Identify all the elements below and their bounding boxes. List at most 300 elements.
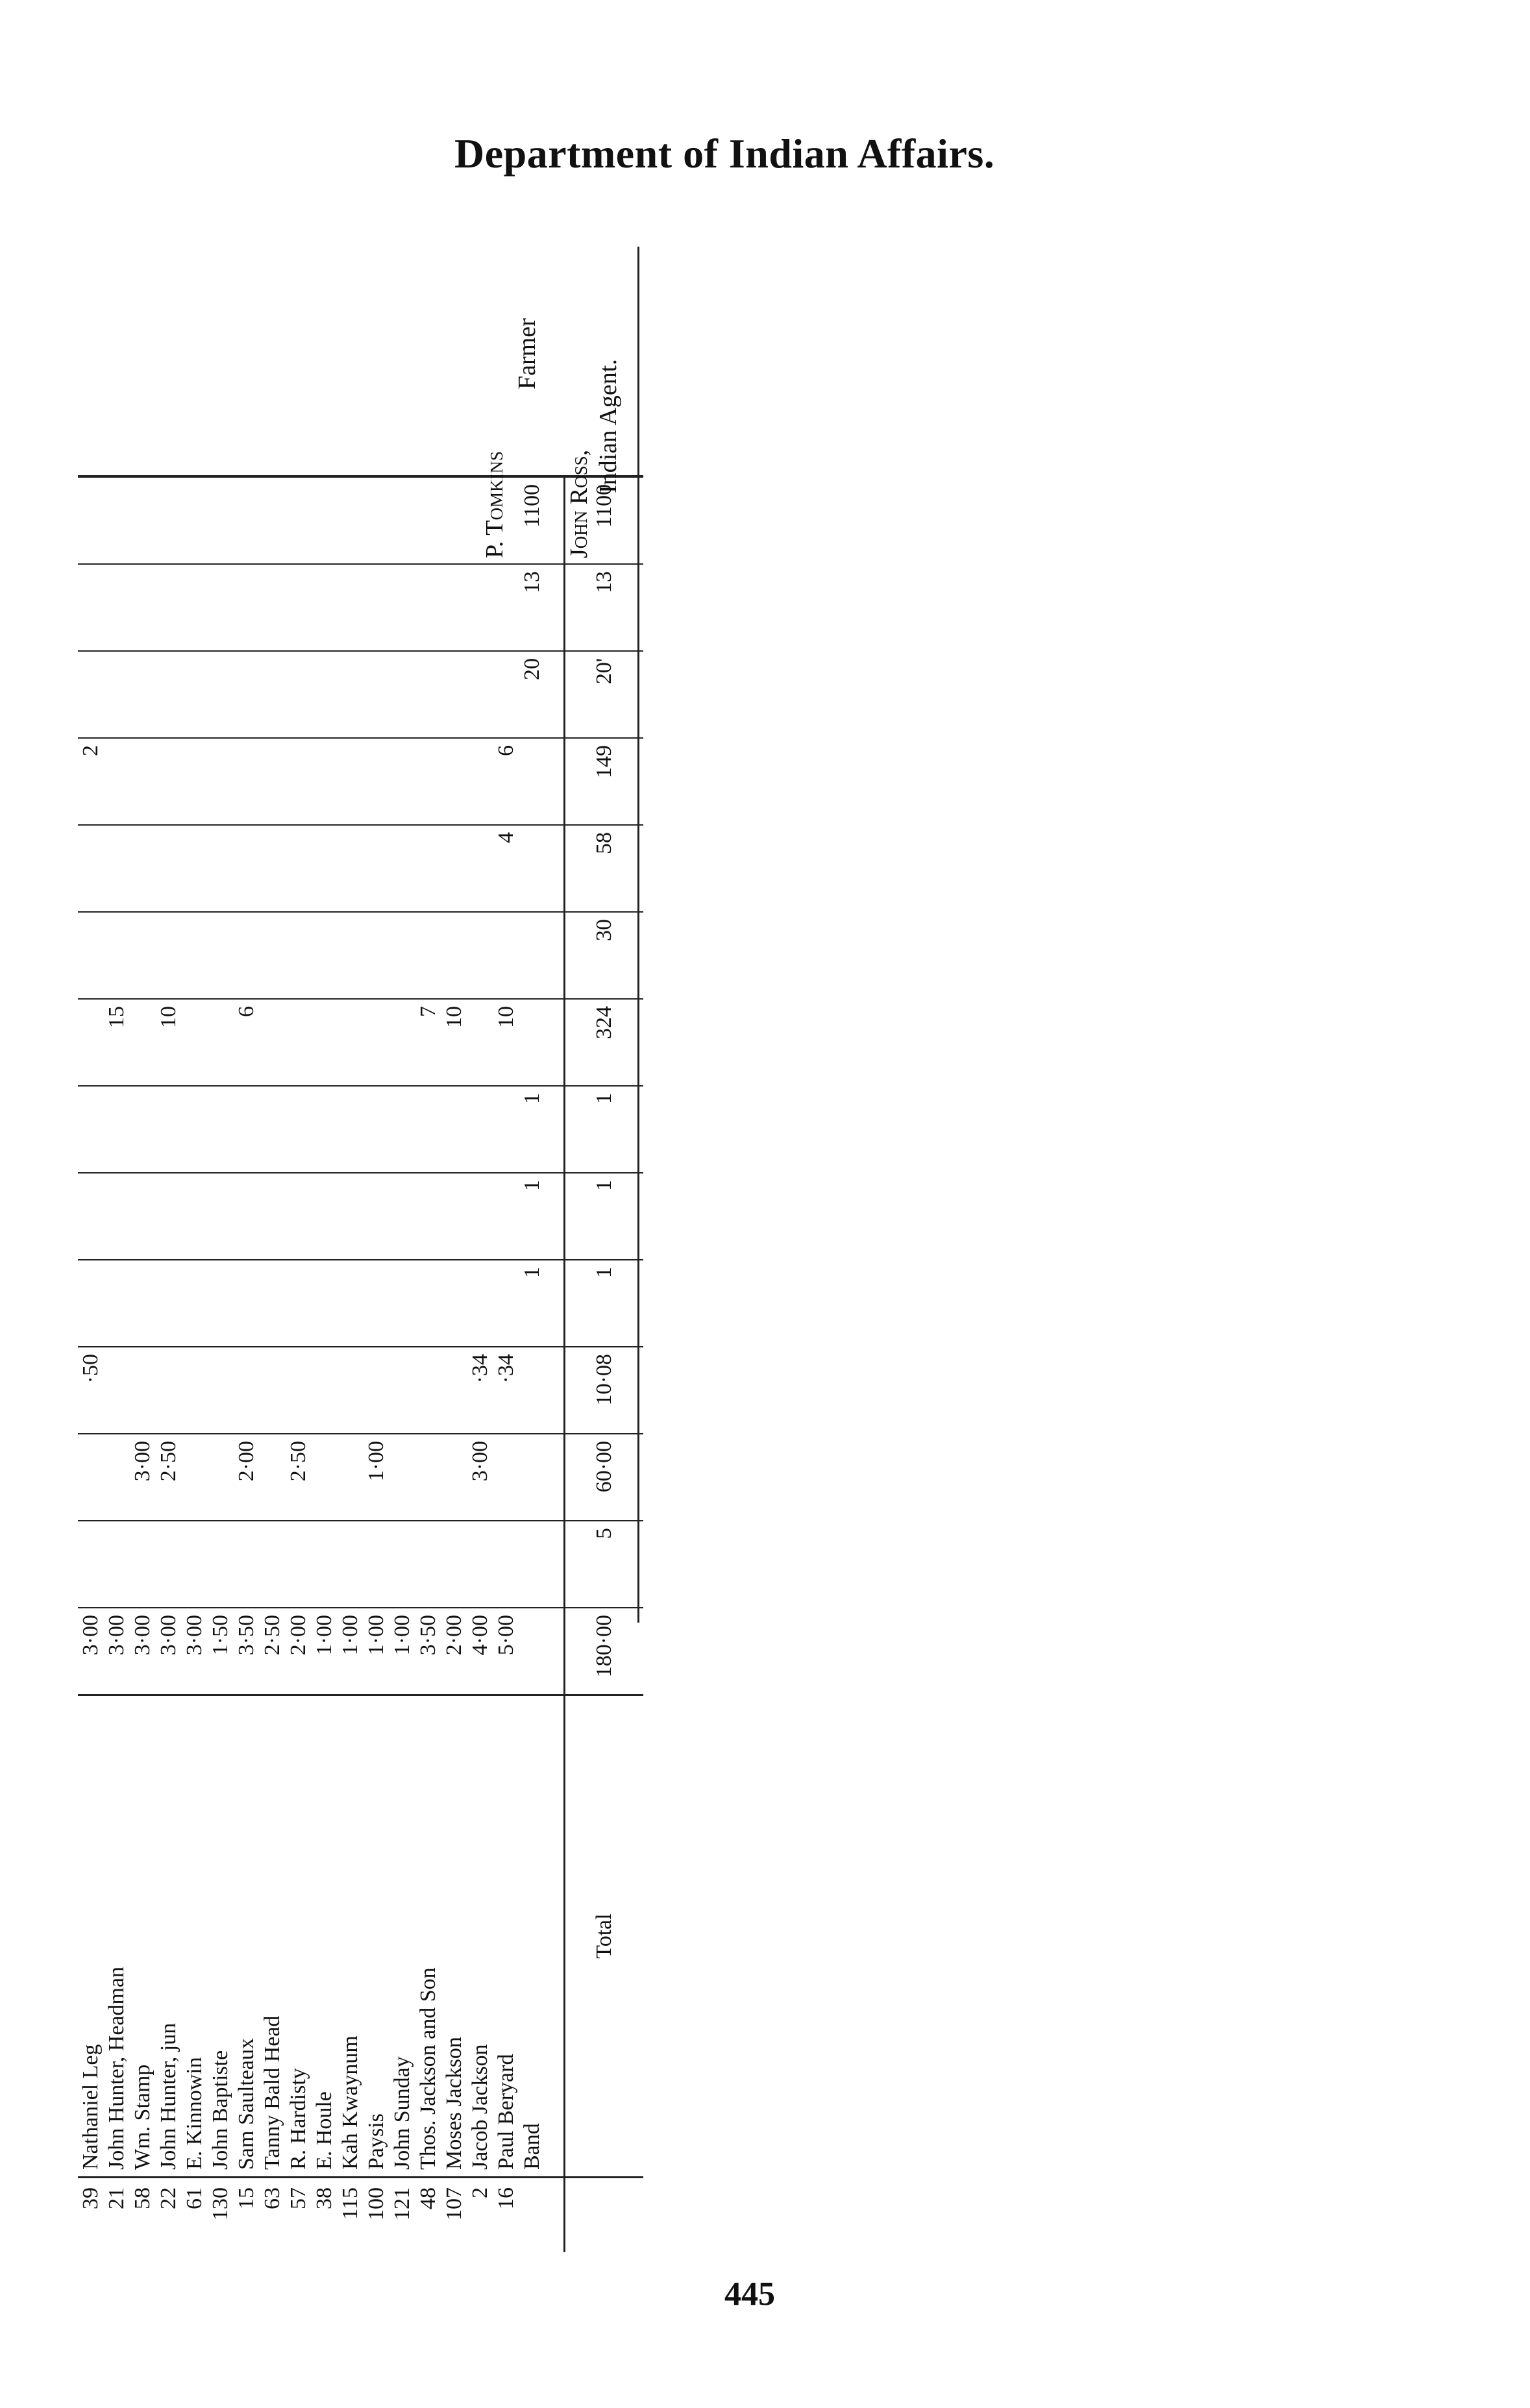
row-number: 48 — [416, 2187, 440, 2209]
row-cell-c14 — [208, 476, 234, 564]
row-cell-c13 — [130, 564, 156, 651]
row-cell-c5 — [364, 1260, 389, 1347]
row-cell-c12 — [441, 651, 467, 738]
row-cell-c4 — [338, 1347, 364, 1434]
row-cell-c11 — [364, 738, 389, 825]
row-cell-c12 — [156, 651, 182, 738]
row-number: 38 — [312, 2187, 336, 2209]
row-cell-c2 — [182, 1521, 208, 1608]
table-row — [104, 476, 130, 2252]
row-cell-c5 — [234, 1260, 260, 1347]
row-number: 107 — [442, 2187, 466, 2220]
row-cell-c10 — [156, 825, 182, 912]
row-cell-c14 — [286, 476, 312, 564]
row-cell-c13 — [493, 564, 519, 651]
spacer-cell — [545, 999, 565, 1086]
row-name: Band — [519, 1695, 545, 2178]
row-cell-c14 — [364, 476, 389, 564]
row-cell-c10 — [234, 825, 260, 912]
table-row — [338, 476, 364, 2252]
row-cell-c6 — [78, 1173, 104, 1260]
row-cell-c8 — [182, 999, 208, 1086]
total-number — [565, 2178, 644, 2253]
row-number: 130 — [208, 2187, 232, 2220]
farmer-signature — [480, 451, 509, 558]
spacer-cell — [545, 1521, 565, 1608]
row-cell-c8 — [389, 999, 415, 1086]
row-cell-c7 — [467, 1086, 493, 1173]
ledger-body — [78, 476, 643, 2252]
row-name: R. Hardisty — [286, 1695, 312, 2178]
row-cell-c8: 7 — [415, 999, 441, 1086]
row-cell-c12 — [234, 651, 260, 738]
row-cell-c14 — [441, 476, 467, 564]
row-cell-c5: 1 — [519, 1260, 545, 1347]
row-cell-c4 — [104, 1347, 130, 1434]
row-number: 22 — [156, 2187, 180, 2209]
row-spacer — [545, 476, 565, 2252]
row-cell-c7 — [234, 1086, 260, 1173]
row-cell-c4 — [130, 1347, 156, 1434]
row-cell-c8 — [208, 999, 234, 1086]
row-cell-c7 — [415, 1086, 441, 1173]
row-cell-c5 — [286, 1260, 312, 1347]
row-cell-c3 — [78, 1434, 104, 1521]
row-cell-c4 — [415, 1347, 441, 1434]
row-cell-c12 — [130, 651, 156, 738]
row-cell-c2 — [415, 1521, 441, 1608]
row-cell-c5 — [312, 1260, 338, 1347]
spacer-cell — [545, 1086, 565, 1173]
row-cell-c1: 3·50 — [234, 1608, 260, 1695]
row-cell-c10 — [182, 825, 208, 912]
spacer-cell — [545, 1608, 565, 1695]
row-name: E. Kinnowin — [182, 1695, 208, 2178]
row-cell-c2 — [104, 1521, 130, 1608]
row-cell-c9 — [519, 912, 545, 999]
row-cell-c11 — [519, 738, 545, 825]
row-cell-c7 — [312, 1086, 338, 1173]
row-cell-c12 — [312, 651, 338, 738]
table-row — [519, 476, 545, 2252]
row-cell-c5 — [415, 1260, 441, 1347]
row-cell-c9 — [260, 912, 286, 999]
total-cell-c10: 58 — [565, 825, 644, 912]
table-row — [130, 476, 156, 2252]
row-cell-c2 — [78, 1521, 104, 1608]
row-cell-c7 — [389, 1086, 415, 1173]
row-cell-c3 — [104, 1434, 130, 1521]
table-row — [208, 476, 234, 2252]
row-cell-c10 — [467, 825, 493, 912]
row-cell-c1: 3·00 — [104, 1608, 130, 1695]
row-cell-c10 — [364, 825, 389, 912]
row-cell-c10 — [260, 825, 286, 912]
row-cell-c8 — [364, 999, 389, 1086]
row-cell-c10 — [286, 825, 312, 912]
row-cell-c5 — [260, 1260, 286, 1347]
row-cell-c12 — [182, 651, 208, 738]
row-cell-c13 — [389, 564, 415, 651]
row-cell-c11 — [182, 738, 208, 825]
row-cell-c1: 1·00 — [389, 1608, 415, 1695]
row-cell-c9 — [156, 912, 182, 999]
spacer-cell — [545, 2178, 565, 2253]
row-cell-c7 — [104, 1086, 130, 1173]
row-cell-c4 — [182, 1347, 208, 1434]
row-cell-c13 — [208, 564, 234, 651]
row-cell-c12 — [338, 651, 364, 738]
row-cell-c3 — [519, 1434, 545, 1521]
row-cell-c6 — [260, 1173, 286, 1260]
row-name: John Hunter, jun — [156, 1695, 182, 2178]
row-cell-c9 — [208, 912, 234, 999]
page-number: 445 — [724, 2276, 775, 2313]
table-row — [286, 476, 312, 2252]
row-cell-c1: 3·00 — [130, 1608, 156, 1695]
row-name: Jacob Jackson — [467, 1695, 493, 2178]
row-number: 2 — [468, 2187, 492, 2198]
row-cell-c7 — [260, 1086, 286, 1173]
row-cell-c4 — [364, 1347, 389, 1434]
spacer-cell — [545, 564, 565, 651]
row-cell-c6 — [234, 1173, 260, 1260]
row-cell-c14 — [415, 476, 441, 564]
row-cell-c3 — [208, 1434, 234, 1521]
row-cell-c1: 3·50 — [415, 1608, 441, 1695]
total-cell-c6: 1 — [565, 1173, 644, 1260]
row-cell-c7 — [130, 1086, 156, 1173]
row-cell-c3 — [338, 1434, 364, 1521]
row-name: Nathaniel Leg — [78, 1695, 104, 2178]
row-cell-c13 — [260, 564, 286, 651]
total-cell-c12: 20' — [565, 651, 644, 738]
row-name: Tanny Bald Head — [260, 1695, 286, 2178]
row-cell-c11: 2 — [78, 738, 104, 825]
row-cell-c7 — [364, 1086, 389, 1173]
row-cell-c8 — [286, 999, 312, 1086]
row-cell-c7 — [156, 1086, 182, 1173]
agent-title — [594, 359, 623, 493]
row-cell-c9 — [78, 912, 104, 999]
row-cell-c5 — [493, 1260, 519, 1347]
row-cell-c5 — [78, 1260, 104, 1347]
total-cell-c1: 180·00 — [565, 1608, 644, 1695]
row-cell-c11 — [441, 738, 467, 825]
row-cell-c6 — [286, 1173, 312, 1260]
row-name: John Hunter, Headman — [104, 1695, 130, 2178]
row-cell-c14 — [312, 476, 338, 564]
row-cell-c2 — [338, 1521, 364, 1608]
row-cell-c9 — [493, 912, 519, 999]
row-cell-c3 — [441, 1434, 467, 1521]
row-cell-c10 — [208, 825, 234, 912]
table-row — [415, 476, 441, 2252]
row-cell-c5 — [104, 1260, 130, 1347]
total-cell-c8: 324 — [565, 999, 644, 1086]
row-cell-c6 — [389, 1173, 415, 1260]
row-cell-c3 — [389, 1434, 415, 1521]
row-cell-c14 — [234, 476, 260, 564]
row-cell-c8: 10 — [493, 999, 519, 1086]
row-cell-c12: 20 — [519, 651, 545, 738]
row-cell-c10 — [389, 825, 415, 912]
row-cell-c11 — [338, 738, 364, 825]
row-number: 21 — [105, 2187, 129, 2209]
row-cell-c10 — [78, 825, 104, 912]
row-cell-c9 — [441, 912, 467, 999]
row-cell-c3 — [260, 1434, 286, 1521]
row-cell-c9 — [364, 912, 389, 999]
row-cell-c10: 4 — [493, 825, 519, 912]
row-cell-c9 — [415, 912, 441, 999]
row-number: 39 — [79, 2187, 103, 2209]
row-cell-c12 — [208, 651, 234, 738]
row-cell-c9 — [130, 912, 156, 999]
total-cell-c9: 30 — [565, 912, 644, 999]
agent-title-text: Indian Agent. — [595, 359, 622, 493]
row-cell-c7 — [182, 1086, 208, 1173]
row-cell-c14 — [104, 476, 130, 564]
farmer-title — [513, 318, 541, 389]
spacer-cell — [545, 476, 565, 564]
page-title: Department of Indian Affairs. — [454, 130, 995, 177]
row-cell-c11 — [208, 738, 234, 825]
row-cell-c5 — [130, 1260, 156, 1347]
row-cell-c1: 2·00 — [441, 1608, 467, 1695]
row-name: Wm. Stamp — [130, 1695, 156, 2178]
row-cell-c12 — [364, 651, 389, 738]
row-cell-c4 — [208, 1347, 234, 1434]
ledger-table — [78, 475, 643, 2252]
row-cell-c1: 1·00 — [364, 1608, 389, 1695]
row-cell-c9 — [182, 912, 208, 999]
row-cell-c10 — [519, 825, 545, 912]
row-cell-c11 — [260, 738, 286, 825]
agent-name: John Ross, — [565, 449, 593, 558]
row-cell-c7 — [286, 1086, 312, 1173]
row-number — [519, 2178, 545, 2253]
row-cell-c13 — [312, 564, 338, 651]
total-label: Total — [565, 1695, 644, 2178]
row-number: 58 — [130, 2187, 154, 2209]
row-cell-c11 — [415, 738, 441, 825]
row-cell-c4 — [441, 1347, 467, 1434]
table-row — [312, 476, 338, 2252]
row-cell-c5 — [467, 1260, 493, 1347]
row-cell-c8: 6 — [234, 999, 260, 1086]
row-cell-c8 — [338, 999, 364, 1086]
row-cell-c9 — [389, 912, 415, 999]
row-cell-c1: 3·00 — [78, 1608, 104, 1695]
row-cell-c13 — [234, 564, 260, 651]
row-cell-c13 — [182, 564, 208, 651]
table-row — [441, 476, 467, 2252]
row-cell-c3: 1·00 — [364, 1434, 389, 1521]
row-cell-c11 — [130, 738, 156, 825]
row-cell-c14 — [389, 476, 415, 564]
row-cell-c6 — [208, 1173, 234, 1260]
row-cell-c4 — [260, 1347, 286, 1434]
row-cell-c12 — [389, 651, 415, 738]
row-cell-c6 — [312, 1173, 338, 1260]
spacer-cell — [545, 1173, 565, 1260]
row-cell-c4 — [389, 1347, 415, 1434]
row-cell-c6 — [182, 1173, 208, 1260]
row-cell-c2 — [364, 1521, 389, 1608]
farmer-name: P. Tomkins — [481, 451, 508, 558]
row-cell-c3: 3·00 — [467, 1434, 493, 1521]
row-cell-c5 — [389, 1260, 415, 1347]
row-cell-c7 — [441, 1086, 467, 1173]
row-cell-c6: 1 — [519, 1173, 545, 1260]
row-cell-c12 — [415, 651, 441, 738]
row-cell-c1: 3·00 — [156, 1608, 182, 1695]
row-cell-c8 — [519, 999, 545, 1086]
spacer-cell — [545, 1347, 565, 1434]
row-cell-c7 — [78, 1086, 104, 1173]
row-cell-c7: 1 — [519, 1086, 545, 1173]
row-cell-c11 — [156, 738, 182, 825]
spacer-cell — [545, 738, 565, 825]
spacer-cell — [545, 825, 565, 912]
row-cell-c6 — [493, 1173, 519, 1260]
row-cell-c2 — [130, 1521, 156, 1608]
table-row — [467, 476, 493, 2252]
table-row — [260, 476, 286, 2252]
row-cell-c9 — [312, 912, 338, 999]
row-cell-c3 — [493, 1434, 519, 1521]
spacer-cell — [545, 912, 565, 999]
total-row — [565, 476, 644, 2252]
row-cell-c14 — [260, 476, 286, 564]
row-cell-c3 — [312, 1434, 338, 1521]
row-cell-c6 — [441, 1173, 467, 1260]
row-cell-c11 — [286, 738, 312, 825]
row-cell-c13 — [286, 564, 312, 651]
table-row — [182, 476, 208, 2252]
row-cell-c3: 2·50 — [286, 1434, 312, 1521]
row-cell-c8 — [130, 999, 156, 1086]
row-cell-c1: 3·00 — [182, 1608, 208, 1695]
row-cell-c11 — [234, 738, 260, 825]
row-cell-c2 — [286, 1521, 312, 1608]
total-cell-c3: 60·00 — [565, 1434, 644, 1521]
row-cell-c2 — [519, 1521, 545, 1608]
total-cell-c11: 149 — [565, 738, 644, 825]
row-cell-c13 — [338, 564, 364, 651]
row-cell-c14: 1100 — [519, 476, 545, 564]
total-cell-c7: 1 — [565, 1086, 644, 1173]
row-cell-c8 — [260, 999, 286, 1086]
row-cell-c4: ·34 — [493, 1347, 519, 1434]
row-cell-c5 — [441, 1260, 467, 1347]
table-row — [234, 476, 260, 2252]
table-row — [364, 476, 389, 2252]
row-cell-c14 — [182, 476, 208, 564]
row-cell-c1 — [519, 1608, 545, 1695]
farmer-title-text: Farmer — [513, 318, 541, 389]
row-cell-c13 — [441, 564, 467, 651]
row-cell-c8: 15 — [104, 999, 130, 1086]
row-cell-c1: 2·50 — [260, 1608, 286, 1695]
row-cell-c11 — [104, 738, 130, 825]
row-cell-c3: 3·00 — [130, 1434, 156, 1521]
total-cell-c14: 1100 — [565, 476, 644, 564]
row-cell-c5 — [156, 1260, 182, 1347]
spacer-cell — [545, 651, 565, 738]
spacer-cell — [545, 1434, 565, 1521]
table-row — [493, 476, 519, 2252]
row-name: John Sunday — [389, 1695, 415, 2178]
row-cell-c4 — [519, 1347, 545, 1434]
row-cell-c4 — [312, 1347, 338, 1434]
row-cell-c1: 2·00 — [286, 1608, 312, 1695]
spacer-cell — [545, 1695, 565, 2178]
row-cell-c10 — [312, 825, 338, 912]
row-cell-c13 — [78, 564, 104, 651]
row-cell-c2 — [234, 1521, 260, 1608]
row-cell-c9 — [286, 912, 312, 999]
total-cell-c4: 10·08 — [565, 1347, 644, 1434]
row-cell-c1: 1·00 — [312, 1608, 338, 1695]
row-cell-c9 — [234, 912, 260, 999]
row-cell-c13: 13 — [519, 564, 545, 651]
row-cell-c8: 10 — [156, 999, 182, 1086]
row-cell-c7 — [338, 1086, 364, 1173]
row-cell-c14 — [78, 476, 104, 564]
row-number: 100 — [364, 2187, 388, 2220]
row-cell-c10 — [130, 825, 156, 912]
row-cell-c10 — [104, 825, 130, 912]
row-cell-c7 — [493, 1086, 519, 1173]
row-cell-c11 — [467, 738, 493, 825]
row-cell-c12 — [467, 651, 493, 738]
row-name: Paul Beryard — [493, 1695, 519, 2178]
row-cell-c12 — [286, 651, 312, 738]
row-name: Sam Saulteaux — [234, 1695, 260, 2178]
row-cell-c9 — [104, 912, 130, 999]
row-cell-c2 — [467, 1521, 493, 1608]
row-cell-c13 — [415, 564, 441, 651]
row-cell-c3 — [415, 1434, 441, 1521]
row-cell-c2 — [493, 1521, 519, 1608]
row-number: 63 — [260, 2187, 284, 2209]
row-cell-c12 — [260, 651, 286, 738]
row-cell-c2 — [260, 1521, 286, 1608]
row-cell-c4: ·50 — [78, 1347, 104, 1434]
row-cell-c9 — [338, 912, 364, 999]
agent-signature — [565, 450, 593, 558]
row-cell-c6 — [467, 1173, 493, 1260]
row-number: 61 — [182, 2187, 206, 2209]
row-cell-c14 — [130, 476, 156, 564]
row-cell-c2 — [156, 1521, 182, 1608]
row-number: 115 — [338, 2187, 362, 2220]
row-cell-c5 — [182, 1260, 208, 1347]
row-cell-c7 — [208, 1086, 234, 1173]
row-cell-c10 — [338, 825, 364, 912]
row-cell-c1: 1·00 — [338, 1608, 364, 1695]
total-cell-c2: 5 — [565, 1521, 644, 1608]
row-cell-c8: 10 — [441, 999, 467, 1086]
row-cell-c5 — [208, 1260, 234, 1347]
row-name: Moses Jackson — [441, 1695, 467, 2178]
row-cell-c8 — [467, 999, 493, 1086]
row-cell-c4: ·34 — [467, 1347, 493, 1434]
row-cell-c4 — [234, 1347, 260, 1434]
row-name: Paysis — [364, 1695, 389, 2178]
